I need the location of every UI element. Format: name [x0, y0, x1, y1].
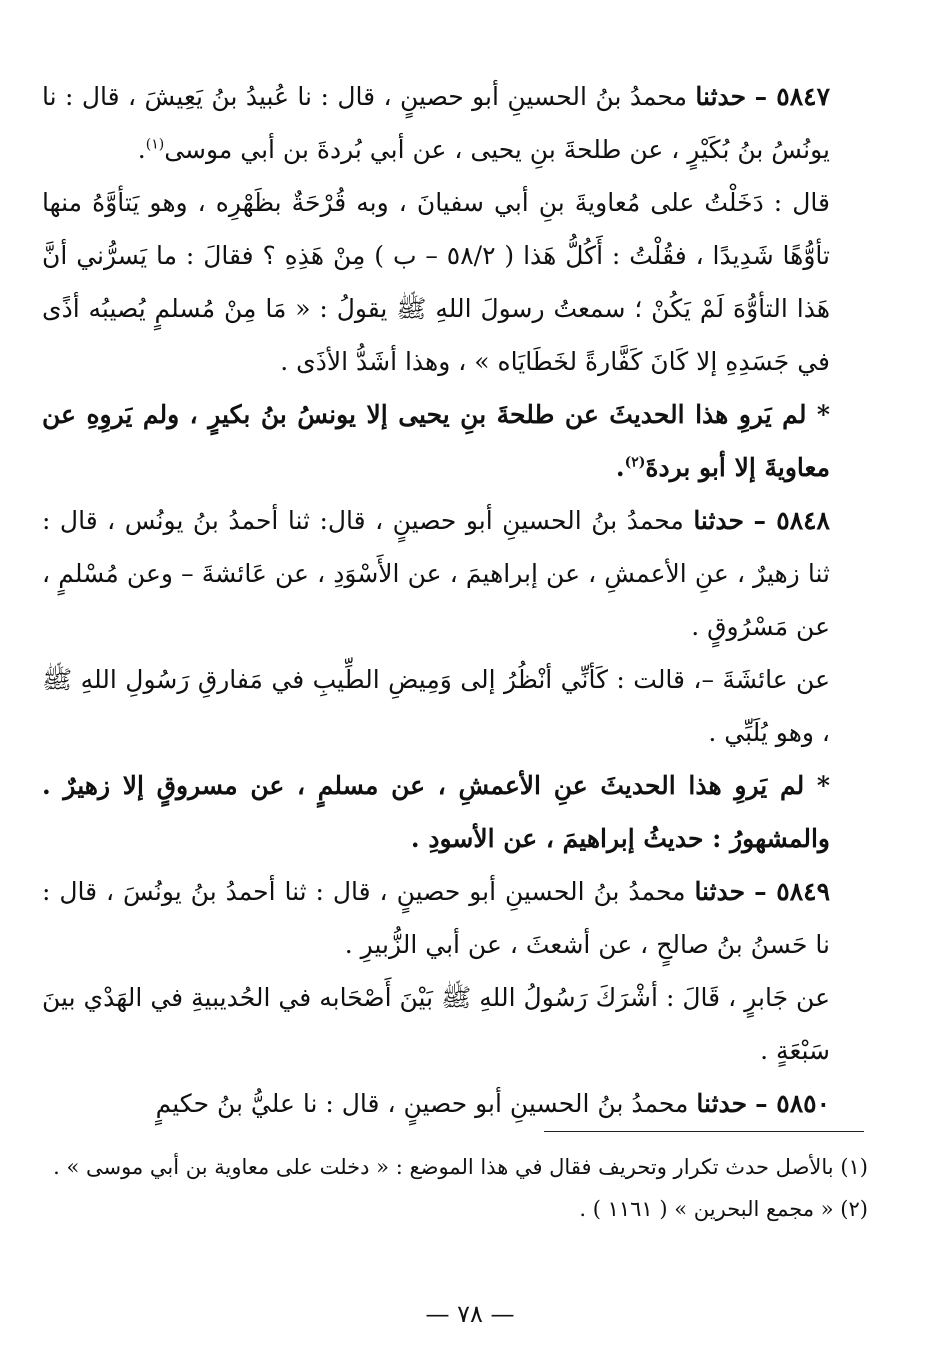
hadith-number: ٥٨٤٩ –	[754, 877, 830, 906]
hadith-number: ٥٨٤٨ –	[753, 506, 830, 535]
note-end: .	[615, 453, 625, 482]
footnote-marker: (١)	[145, 136, 165, 153]
hadith-number: ٥٨٤٧ –	[754, 82, 830, 111]
hadith-5847-isnad	[42, 70, 868, 176]
hadith-5848-matn: عن عائشَةَ –، قالت : كَأنِّي أنْظُرُ إلى وَمِيضِ الطِّيبِ في مَفارقِ رَسُولِ اللهِ ﷺ ، وهو يُلَبِّي .	[42, 665, 830, 747]
isnad-text: محمدُ بنُ الحسينِ أبو حصينٍ ، قال : نا عُبيدُ بنُ يَعِيشَ ، قال : نا يونُسُ بنُ بُكَيْرٍ ، عن طلحةَ بنِ يحيى ، عن أبي بُردةَ بن أبي موسى	[42, 82, 830, 164]
page-number: — ٧٨ —	[425, 1300, 515, 1328]
hadith-5849-matn: عن جَابرٍ ، قَالَ : أشْرَكَ رَسُولُ اللهِ ﷺ بَيْنَ أَصْحَابه في الحُديبيةِ في الهَدْي بينَ سَبْعَةٍ .	[42, 983, 830, 1065]
footnotes	[42, 1146, 868, 1230]
hadith-5849-isnad	[42, 865, 868, 971]
hadith-5848-isnad	[42, 494, 868, 653]
isnad-text: محمدُ بنُ الحسينِ أبو حصينٍ ، قال: ثنا أحمدُ بنُ يونُس ، قال : ثنا زهيرٌ ، عنِ الأعمشِ ، عن إبراهيمَ ، عن الأَسْوَدِ ، عن عَائشةَ – وعن مُسْلمٍ ، عن مَسْرُوقٍ .	[42, 506, 830, 641]
hadith-lead: حدثنا	[694, 877, 746, 906]
hadith-5847-matn: قال : دَخَلْتُ على مُعاويةَ بنِ أبي سفيانَ ، وبه قُرْحَةٌ بظَهْرِه ، وهو يَتأوَّهُ منها تأوُّهًا شَدِيدًا ، فقُلْتُ : أَكُلُّ هَذا ( ٥٨/٢ – ب ) مِنْ هَذِهِ ؟ فقالَ : ما يَسرُّني أنَّ هَذا التأوُّهَ لَمْ يَكُنْ ؛ سمعتُ رسولَ اللهِ ﷺ يقولُ : « مَا مِنْ مُسلمٍ يُصيبُه أذًى في جَسَدِهِ إلا كَانَ كَفَّارةً لخَطَايَاه » ، وهذا أشَدُّ الأذَى .	[42, 188, 830, 376]
main-text	[42, 70, 868, 1130]
hadith-lead: حدثنا	[693, 506, 745, 535]
hadith-number: ٥٨٥٠ –	[755, 1089, 830, 1118]
isnad-text: محمدُ بنُ الحسينِ أبو حصينٍ ، قال : نا عليُّ بنُ حكيمٍ	[155, 1089, 689, 1118]
isnad-end: .	[137, 135, 146, 164]
hadith-5848-note: * لم يَروِ هذا الحديثَ عنِ الأعمشِ ، عن مسلمٍ ، عن مسروقٍ إلا زهيرٌ . والمشهورُ : حديثُ إبراهيمَ ، عن الأسودِ .	[42, 771, 830, 853]
note-text: * لم يَروِ هذا الحديثَ عن طلحةَ بنِ يحيى إلا يونسُ بنُ بكيرٍ ، ولم يَروِهِ عن معاويةَ إلا أبو بردةَ	[42, 400, 830, 482]
hadith-5850-isnad	[42, 1077, 868, 1130]
hadith-lead: حدثنا	[696, 1089, 748, 1118]
footnote-marker: (٢)	[624, 454, 646, 471]
footnote-divider	[544, 1131, 864, 1132]
isnad-text: محمدُ بنُ الحسينِ أبو حصينٍ ، قال : ثنا أحمدُ بنُ يونُسَ ، قال : نا حَسنُ بنُ صالحٍ ، عن أشعثَ ، عن أبي الزُّبيرِ .	[42, 877, 830, 959]
hadith-5847-note	[42, 388, 868, 494]
footnote-2: (٢) « مجمع البحرين » ( ١١٦١ ) .	[579, 1197, 868, 1221]
hadith-lead: حدثنا	[695, 82, 747, 111]
footnote-1: (١) بالأصل حدث تكرار وتحريف فقال في هذا الموضع : « دخلت على معاوية بن أبي موسى » .	[53, 1155, 868, 1179]
